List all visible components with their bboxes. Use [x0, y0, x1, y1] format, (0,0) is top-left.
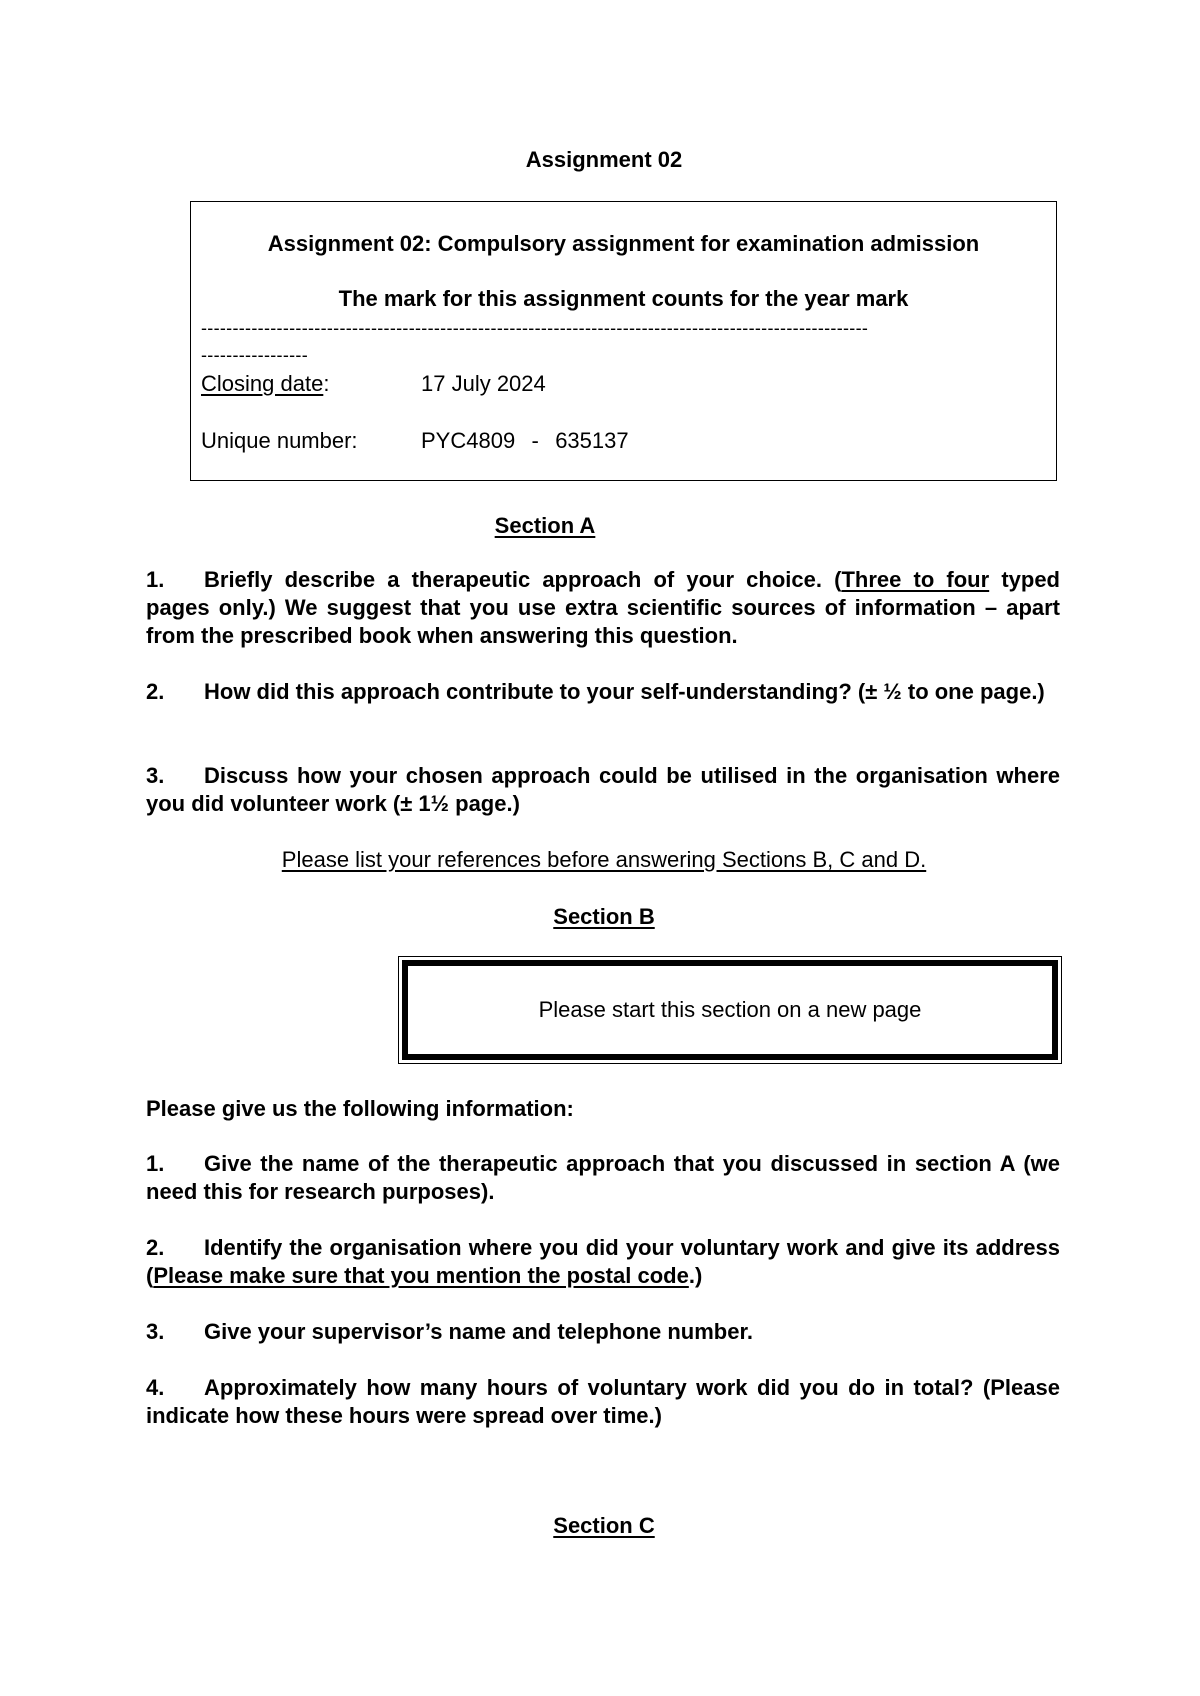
section-b-question-1 — [146, 1150, 1060, 1206]
question-text: How did this approach contribute to your self-understanding? (± ½ to one page.) — [204, 679, 1045, 704]
box-heading-compulsory: Assignment 02: Compulsory assignment for examination admission — [267, 231, 980, 256]
unique-number-digits: 635137 — [555, 428, 629, 453]
unique-number-value — [421, 427, 629, 455]
section-a-heading: Section A — [494, 513, 596, 538]
question-text: Discuss how your chosen approach could be utilised in the organisation where you did volunteer work (± 1½ page.) — [146, 763, 1060, 816]
section-b-heading: Section B — [553, 904, 655, 929]
page-title: Assignment 02 — [525, 147, 683, 172]
unique-number-label: Unique number: — [201, 428, 358, 453]
closing-date-label — [201, 370, 329, 398]
section-b-question-3 — [146, 1318, 1060, 1346]
question-number: 3. — [146, 763, 165, 788]
box-heading-year-mark: The mark for this assignment counts for the year mark — [338, 286, 909, 311]
question-text: Approximately how many hours of voluntary work did you do in total? (Please indicate how these hours were spread over time.) — [146, 1375, 1060, 1428]
question-number: 3. — [146, 1319, 165, 1344]
question-text-continued: typed pages only.) We suggest that you use extra scientific sources of information – apart from the prescribed book when answering this question. — [146, 567, 1060, 648]
question-text-continued: .) — [688, 1263, 703, 1288]
closing-date-label-text: Closing date — [201, 371, 324, 396]
question-number: 1. — [146, 1151, 165, 1176]
unique-number-separator: - — [531, 428, 539, 453]
section-b-question-4 — [146, 1374, 1060, 1430]
section-b-intro: Please give us the following information: — [146, 1096, 574, 1121]
question-emphasis: Three to four — [841, 567, 990, 592]
question-text: Give your supervisor’s name and telephone number. — [204, 1319, 753, 1344]
closing-date-colon: : — [323, 371, 330, 396]
dashed-separator-continued: ----------------- — [201, 346, 309, 364]
question-number: 1. — [146, 567, 165, 592]
section-b-question-2 — [146, 1234, 1060, 1290]
question-number: 2. — [146, 1235, 165, 1260]
question-text: Give the name of the therapeutic approach that you discussed in section A (we need this for research purposes). — [146, 1151, 1060, 1204]
unique-number-code: PYC4809 — [421, 428, 516, 453]
question-number: 4. — [146, 1375, 165, 1400]
assignment-info-box — [190, 201, 1057, 481]
section-c-heading: Section C — [553, 1513, 655, 1538]
dashed-separator: ---------------------------------------------------------------------------------------------------------- — [201, 319, 869, 337]
question-emphasis: Please make sure that you mention the postal code — [153, 1263, 689, 1288]
question-text: Identify the organisation where you did your voluntary work and give its address ( — [146, 1235, 1060, 1288]
question-number: 2. — [146, 679, 165, 704]
references-note: Please list your references before answering Sections B, C and D. — [281, 847, 927, 872]
new-page-notice: Please start this section on a new page — [538, 997, 922, 1022]
section-a-question-2 — [146, 678, 1060, 706]
question-text: Briefly describe a therapeutic approach of your choice. ( — [204, 567, 842, 592]
section-a-question-1 — [146, 566, 1060, 650]
section-a-question-3 — [146, 762, 1060, 818]
new-page-notice-box — [402, 960, 1058, 1060]
closing-date-value: 17 July 2024 — [421, 371, 546, 396]
